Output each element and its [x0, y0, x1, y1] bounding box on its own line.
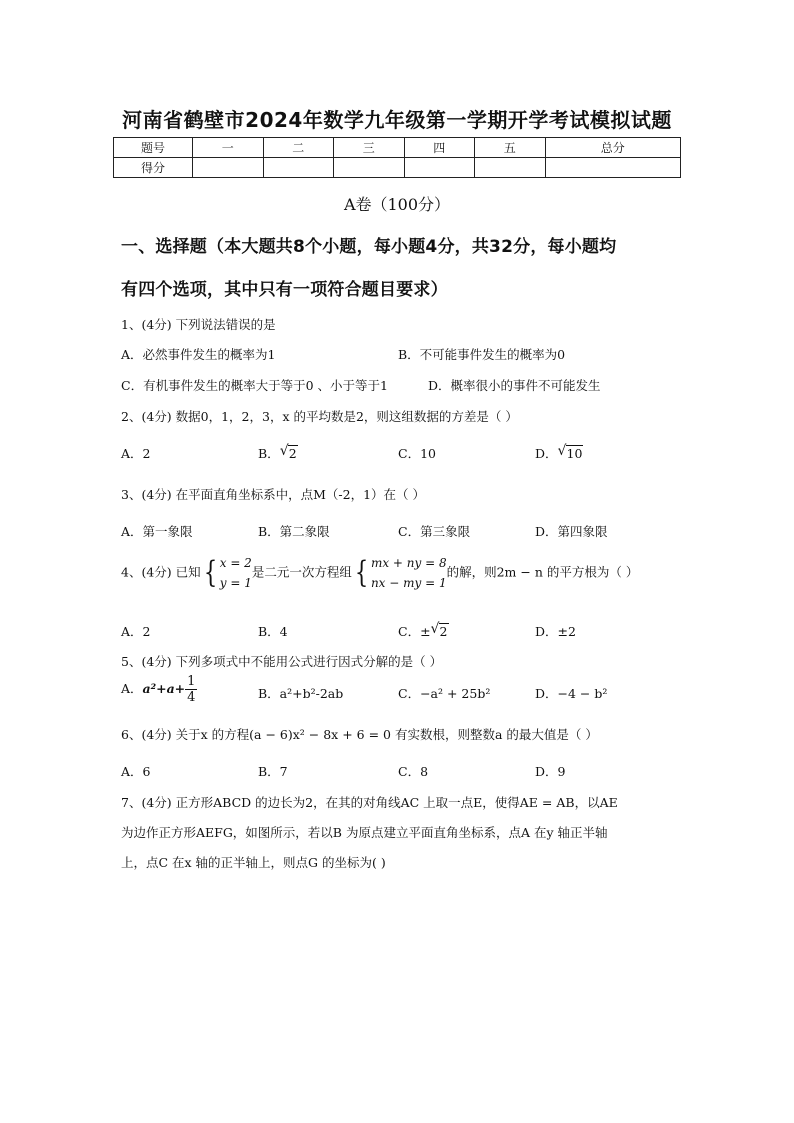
q2-option-d	[535, 444, 583, 462]
score-table-header-row	[114, 138, 681, 158]
score-header-cell: 一	[193, 138, 264, 158]
fraction-numerator: 1	[187, 674, 196, 689]
q4-option-d: D．±2	[535, 624, 576, 639]
q4-stem	[121, 553, 638, 593]
q5-option-c: C．−a² + 25b²	[398, 686, 491, 701]
q4-system-2-line-1: mx + ny = 8	[370, 556, 447, 570]
q2-option-a: A．2	[121, 446, 151, 461]
q7-line-3: 上，点C 在x 轴的正半轴上，则点G 的坐标为( )	[121, 855, 386, 870]
score-header-cell: 题号	[114, 138, 193, 158]
sqrt-symbol: √ 10	[557, 443, 583, 461]
score-header-cell: 五	[475, 138, 546, 158]
score-table-score-row	[114, 158, 681, 178]
brace-symbol: {	[203, 555, 217, 590]
q2-stem: 2、(4分) 数据0，1，2，3，x 的平均数是2，则这组数据的方差是（ ）	[121, 409, 518, 424]
score-header-cell: 四	[404, 138, 475, 158]
exam-title: 河南省鹤壁市2024年数学九年级第一学期开学考试模拟试题	[122, 108, 672, 132]
q5-option-a-label: A．	[121, 681, 143, 696]
q6-option-d: D．9	[535, 764, 566, 779]
q1-stem: 1、(4分) 下列说法错误的是	[121, 317, 276, 332]
q4-system-1-line-2: y = 1	[219, 576, 252, 590]
q1-option-c: C．有机事件发生的概率大于等于0 、小于等于1	[121, 378, 388, 393]
fraction-denominator: 4	[187, 690, 196, 705]
part1-heading-line1: 一、选择题（本大题共8个小题，每小题4分，共32分，每小题均	[121, 237, 617, 257]
q5-option-d: D．−4 − b²	[535, 686, 608, 701]
q7-line-2: 为边作正方形AEFG，如图所示，若以B 为原点建立平面直角坐标系，点A 在y 轴正半轴	[121, 825, 608, 840]
q6-option-a: A．6	[121, 764, 151, 779]
q5-option-b: B．a²+b²-2ab	[258, 686, 344, 701]
q4-option-b: B．4	[258, 624, 288, 639]
q2-option-c: C．10	[398, 446, 436, 461]
q5-option-a-expr: a²+a+	[142, 681, 186, 696]
score-header-cell: 三	[334, 138, 405, 158]
q4-mid: 是二元一次方程组	[251, 564, 352, 580]
q4-option-c-label: C．±	[398, 624, 431, 639]
q2-option-d-label: D．	[535, 446, 558, 461]
q2-option-b	[258, 444, 298, 462]
q5-stem: 5、(4分) 下列多项式中不能用公式进行因式分解的是（ ）	[121, 654, 443, 669]
q3-option-c: C．第三象限	[398, 524, 471, 539]
q6-option-c: C．8	[398, 764, 429, 779]
score-cell	[193, 158, 264, 178]
score-row-label: 得分	[114, 158, 193, 178]
q2-option-b-radicand: 2	[288, 446, 297, 461]
q3-option-b: B．第二象限	[258, 524, 330, 539]
score-cell	[334, 158, 405, 178]
score-table	[113, 137, 681, 178]
q4-suffix: 的解，则2m − n 的平方根为（ ）	[446, 564, 639, 580]
q2-option-b-label: B．	[258, 446, 280, 461]
q4-option-a: A．2	[121, 624, 151, 639]
score-cell	[545, 158, 681, 178]
q4-option-c-radicand: 2	[439, 624, 448, 639]
part1-heading-line2: 有四个选项，其中只有一项符合题目要求）	[121, 280, 448, 300]
q4-prefix: 4、(4分) 已知	[121, 564, 201, 580]
q6-stem: 6、(4分) 关于x 的方程(a − 6)x² − 8x + 6 = 0 有实数根，则整数a 的最大值是（ ）	[121, 727, 598, 742]
q3-stem: 3、(4分) 在平面直角坐标系中，点M（-2，1）在（ ）	[121, 487, 426, 502]
q4-system-1-line-1: x = 2	[219, 556, 252, 570]
q1-option-a: A．必然事件发生的概率为1	[121, 347, 276, 362]
q3-option-a: A．第一象限	[121, 524, 193, 539]
q5-option-a	[121, 674, 197, 705]
fraction-one-quarter	[185, 674, 197, 705]
q4-system-2-line-2: nx − my = 1	[370, 576, 447, 590]
score-cell	[404, 158, 475, 178]
score-header-cell: 二	[263, 138, 334, 158]
q7-line-1: 7、(4分) 正方形ABCD 的边长为2，在其的对角线AC 上取一点E，使得AE = AB，以AE	[121, 795, 618, 810]
q4-system-2	[371, 553, 447, 593]
section-a-title: A卷（100分）	[343, 195, 451, 214]
q6-option-b: B．7	[258, 764, 288, 779]
sqrt-symbol: √ 2	[279, 443, 297, 461]
q1-option-b: B．不可能事件发生的概率为0	[398, 347, 566, 362]
q4-option-c	[398, 622, 449, 640]
score-header-cell: 总分	[545, 138, 681, 158]
score-cell	[263, 158, 334, 178]
q3-option-d: D．第四象限	[535, 524, 608, 539]
q1-option-d: D．概率很小的事件不可能发生	[428, 378, 601, 393]
q4-system-1	[220, 553, 252, 593]
score-cell	[475, 158, 546, 178]
sqrt-symbol: √ 2	[430, 621, 448, 639]
brace-symbol: {	[354, 555, 369, 590]
q2-option-d-radicand: 10	[566, 446, 583, 461]
